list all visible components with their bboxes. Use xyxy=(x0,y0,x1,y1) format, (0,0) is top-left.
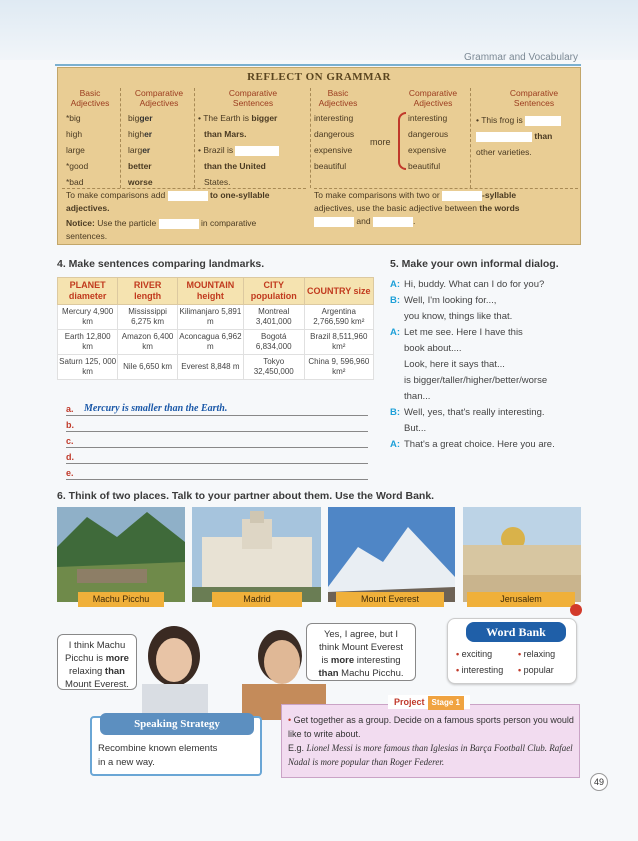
stem: larg xyxy=(128,145,143,155)
note-text: . xyxy=(412,216,416,226)
sentence-1: • The Earth is bigger xyxy=(198,113,278,123)
dialog xyxy=(390,277,580,453)
right-sentences xyxy=(476,112,580,160)
table-cell: Nile 6,650 km xyxy=(118,355,178,380)
note-text: To make comparisons add xyxy=(66,190,166,200)
project-label-text: Project xyxy=(394,697,425,707)
left-note-1 xyxy=(66,189,306,215)
table-cell: Argentina 2,766,590 km² xyxy=(304,305,373,330)
sentence-bold: than xyxy=(534,131,553,141)
right-comp-list xyxy=(408,110,448,174)
table-cell: Earth 12,800 km xyxy=(58,330,118,355)
speaker-label: A: xyxy=(390,439,401,450)
left-comp-list xyxy=(128,110,153,190)
sentence-text: The Earth is xyxy=(203,113,252,123)
bubble-bold: than xyxy=(104,666,125,677)
speech-bubble-right xyxy=(306,623,416,681)
comp-adj: dangerous xyxy=(408,129,449,139)
stem: high xyxy=(128,129,145,139)
table-cell: Saturn 125, 000 km xyxy=(58,355,118,380)
column-header: PLANET diameter xyxy=(58,278,118,305)
speaking-strategy-box xyxy=(90,716,262,776)
note-text: Use the particle xyxy=(97,218,157,228)
header-rule xyxy=(55,64,581,66)
dialog-text: Well, I'm looking for..., xyxy=(404,295,497,306)
fill-blank[interactable] xyxy=(235,146,279,156)
note-text: To make comparisons with two or xyxy=(314,190,440,200)
right-basic-list xyxy=(314,110,354,174)
table-cell: Mercury 4,900 km xyxy=(58,305,118,330)
speaker-label: B: xyxy=(390,295,401,306)
dialog-line xyxy=(390,389,580,405)
example-text: Lionel Messi is more famous than Iglesias in Barça Football Club. Rafael Nadal is more popular than Roger Federer. xyxy=(288,743,573,767)
photo-madrid xyxy=(192,507,321,602)
speaker-label: B: xyxy=(390,407,401,418)
fill-blank[interactable] xyxy=(525,116,561,126)
line-letter: b. xyxy=(66,420,74,430)
example-answer: Mercury is smaller than the Earth. xyxy=(84,403,228,414)
table-row xyxy=(58,305,374,330)
table-cell: Everest 8,848 m xyxy=(177,355,243,380)
note-text: in comparative xyxy=(201,218,257,228)
line-letter: c. xyxy=(66,436,74,446)
dialog-text: than... xyxy=(404,391,431,402)
dialog-text: book about.... xyxy=(404,343,462,354)
left-sent-header: Comparative Sentences xyxy=(228,88,278,108)
stem: big xyxy=(128,113,140,123)
basic-adj: dangerous xyxy=(314,129,355,139)
sentence: other varieties. xyxy=(476,147,532,157)
sentence: • This frog is xyxy=(476,112,580,128)
dialog-line xyxy=(390,309,580,325)
fill-blank[interactable] xyxy=(314,217,354,227)
answer-lines xyxy=(66,400,368,480)
machu-picchu-image xyxy=(57,507,185,602)
right-comp-header: Comparative Adjectives xyxy=(408,88,458,108)
caption-mount-everest: Mount Everest xyxy=(336,592,444,607)
dialog-line xyxy=(390,293,580,309)
column-header: COUNTRY size xyxy=(304,278,373,305)
comp-adj xyxy=(128,142,153,158)
sentence-bold: than Mars. xyxy=(204,129,247,139)
table-cell: Montreal 3,401,000 xyxy=(243,305,304,330)
bubble-bold: more xyxy=(330,655,355,666)
dialog-text: Well, yes, that's really interesting. xyxy=(404,407,545,418)
word-bank-item: • popular xyxy=(518,665,554,675)
word-bank-item: • exciting xyxy=(456,649,493,659)
table-cell: Bogotá 6,834,000 xyxy=(243,330,304,355)
basic-adj: high xyxy=(66,129,83,139)
dialog-line xyxy=(390,277,580,293)
left-note-2 xyxy=(66,217,306,243)
bubble-text xyxy=(311,667,411,680)
project-example xyxy=(288,741,576,769)
table-cell: Amazon 6,400 km xyxy=(118,330,178,355)
suffix: ger xyxy=(139,113,153,123)
comp-adj xyxy=(128,158,153,174)
column-header: MOUNTAIN height xyxy=(177,278,243,305)
bubble-text: I think Machu xyxy=(68,640,126,651)
column-header: RIVER length xyxy=(118,278,178,305)
suffix: er xyxy=(142,145,151,155)
bracket xyxy=(398,112,406,170)
dialog-text: But... xyxy=(404,423,427,434)
bubble-text: is xyxy=(321,655,331,666)
answer-line-a[interactable] xyxy=(66,400,368,416)
fill-blank[interactable] xyxy=(159,219,199,229)
dialog-text: Look, here it says that... xyxy=(404,359,505,370)
eg-label: E.g. xyxy=(288,743,305,753)
sentence xyxy=(476,128,580,144)
answer-line-d[interactable] xyxy=(66,448,368,464)
note-bold: the words xyxy=(479,203,520,213)
divider xyxy=(194,88,195,188)
stem: worse xyxy=(128,177,153,187)
fill-blank[interactable] xyxy=(442,191,482,201)
fill-blank[interactable] xyxy=(168,191,208,201)
basic-adj: *big xyxy=(66,113,81,123)
bubble-text: interesting xyxy=(354,655,401,666)
word-bank-title: Word Bank xyxy=(466,622,566,642)
dialog-line xyxy=(390,357,580,373)
note-text: adjectives, use the basic adjective between xyxy=(314,203,478,213)
basic-adj: expensive xyxy=(314,145,353,155)
table-header-row xyxy=(58,278,374,305)
left-sentences xyxy=(198,110,308,190)
sentence-2: • Brazil is xyxy=(198,142,308,158)
bubble-text: Picchu is xyxy=(65,653,106,664)
photo-jerusalem xyxy=(463,507,581,602)
section-header: Grammar and Vocabulary xyxy=(464,52,578,63)
dialog-text: Let me see. Here I have this xyxy=(404,327,523,338)
right-basic-header: Basic Adjectives xyxy=(318,88,358,108)
basic-adj: interesting xyxy=(314,113,354,123)
sentence-text: Brazil is xyxy=(203,145,234,155)
caption-machu-picchu: Machu Picchu xyxy=(78,592,164,607)
table-cell: China 9, 596,960 km² xyxy=(304,355,373,380)
comp-adj: interesting xyxy=(408,113,448,123)
speaker-label: A: xyxy=(390,327,401,338)
answer-line-c[interactable] xyxy=(66,432,368,448)
speaking-strategy-text xyxy=(98,742,217,770)
madrid-image xyxy=(192,507,321,602)
sentence-1b xyxy=(198,126,308,142)
left-comp-header: Comparative Adjectives xyxy=(134,88,184,108)
comp-adj xyxy=(128,110,153,126)
right-note xyxy=(314,189,578,228)
dialog-line xyxy=(390,437,580,453)
strategy-line: Recombine known elements xyxy=(98,743,218,754)
page-number: 49 xyxy=(590,773,608,791)
stem: better xyxy=(128,161,152,171)
sentence-2b xyxy=(198,158,308,174)
section-6-title: 6. Think of two places. Talk to your partner about them. Use the Word Bank. xyxy=(57,490,435,502)
photo-machu-picchu xyxy=(57,507,185,602)
mount-everest-image xyxy=(328,507,455,602)
bubble-text: Machu Picchu. xyxy=(338,668,404,679)
speech-bubble-left xyxy=(57,634,137,690)
photo-mount-everest xyxy=(328,507,455,602)
dialog-text: you know, things like that. xyxy=(404,311,513,322)
bubble-bold: more xyxy=(105,653,129,664)
bubble-text xyxy=(62,652,132,665)
basic-adj: *bad xyxy=(66,177,84,187)
dialog-text: is bigger/taller/higher/better/worse xyxy=(404,375,548,386)
fill-blank[interactable] xyxy=(476,132,532,142)
basic-adj: *good xyxy=(66,161,89,171)
bubble-text: Mount Everest. xyxy=(65,679,129,690)
word: exciting xyxy=(461,649,493,659)
jerusalem-image xyxy=(463,507,581,602)
project-bullet: • Get together as a group. Decide on a famous sports person you would like to write about. xyxy=(288,715,574,739)
suffix: er xyxy=(144,129,153,139)
bubble-bold: than xyxy=(318,668,339,679)
project-text xyxy=(288,713,576,769)
bubble-text xyxy=(62,665,132,678)
sentence-bold: than the United xyxy=(204,161,266,171)
pin-icon xyxy=(570,604,582,616)
table-row xyxy=(58,330,374,355)
speaking-strategy-title: Speaking Strategy xyxy=(100,713,254,735)
caption-jerusalem: Jerusalem xyxy=(467,592,575,607)
more-label: more xyxy=(370,137,391,147)
table-cell: Mississippi 6,275 km xyxy=(118,305,178,330)
dialog-text: Hi, buddy. What can I do for you? xyxy=(404,279,545,290)
comp-adj: expensive xyxy=(408,145,447,155)
dialog-line xyxy=(390,373,580,389)
note-bold: -syllable xyxy=(482,190,517,200)
dialog-line xyxy=(390,341,580,357)
basic-adj: beautiful xyxy=(314,161,347,171)
word: interesting xyxy=(461,665,504,675)
line-letter: d. xyxy=(66,452,74,462)
comp-adj: beautiful xyxy=(408,161,441,171)
table-cell: Aconcagua 6,962 m xyxy=(177,330,243,355)
table-row xyxy=(58,355,374,380)
reflect-on-grammar-box xyxy=(57,67,581,245)
table-cell: Kilimanjaro 5,891 m xyxy=(177,305,243,330)
word: relaxing xyxy=(523,649,556,659)
answer-line-e[interactable] xyxy=(66,464,368,480)
fill-blank[interactable] xyxy=(373,216,416,227)
note-bold: Notice: xyxy=(66,218,95,228)
note-text: sentences. xyxy=(66,231,108,241)
decorative-header-background xyxy=(0,0,638,60)
table-cell: Brazil 8,511,960 km² xyxy=(304,330,373,355)
project-stage: Stage 1 xyxy=(428,696,464,710)
sentence-text: This frog is xyxy=(481,115,523,125)
project-box xyxy=(281,697,580,778)
word-bank-item: • relaxing xyxy=(518,649,556,659)
bubble-text: Yes, I agree, but I xyxy=(323,629,399,640)
dialog-line xyxy=(390,325,580,341)
note-bold: to one-syllable xyxy=(209,190,270,200)
reflect-title: REFLECT ON GRAMMAR xyxy=(247,71,391,83)
comp-adj xyxy=(128,126,153,142)
word-bank-item: • interesting xyxy=(456,665,504,675)
dialog-line xyxy=(390,405,580,421)
left-basic-list xyxy=(66,110,88,190)
dialog-line xyxy=(390,421,580,437)
section-5-title: 5. Make your own informal dialog. xyxy=(390,258,559,270)
sentence-bold: bigger xyxy=(251,113,278,123)
note-text: and xyxy=(356,216,371,226)
word-bank xyxy=(447,618,577,684)
strategy-line: in a new way. xyxy=(98,757,155,768)
left-basic-header: Basic Adjectives xyxy=(70,88,110,108)
line-letter: a. xyxy=(66,404,74,414)
bubble-text: relaxing xyxy=(69,666,105,677)
right-sent-header: Comparative Sentences xyxy=(509,88,559,108)
word: popular xyxy=(523,665,554,675)
landmarks-table xyxy=(57,277,374,380)
caption-madrid: Madrid xyxy=(212,592,302,607)
dialog-text: That's a great choice. Here you are. xyxy=(404,439,555,450)
note-bold: adjectives. xyxy=(66,203,110,213)
line-letter: e. xyxy=(66,468,74,478)
speaker-label: A: xyxy=(390,279,401,290)
divider xyxy=(120,88,121,188)
divider xyxy=(470,88,471,188)
bubble-text xyxy=(311,654,411,667)
section-4-title: 4. Make sentences comparing landmarks. xyxy=(57,258,265,270)
basic-adj: large xyxy=(66,145,85,155)
answer-line-b[interactable] xyxy=(66,416,368,432)
column-header: CITY population xyxy=(243,278,304,305)
project-bullet-text: Get together as a group. Decide on a famous sports person you would like to write about. xyxy=(288,715,574,739)
project-label xyxy=(388,695,470,709)
table-cell: Tokyo 32,450,000 xyxy=(243,355,304,380)
sentence-2c: States. xyxy=(204,177,231,187)
bubble-text: think Mount Everest xyxy=(319,642,403,653)
